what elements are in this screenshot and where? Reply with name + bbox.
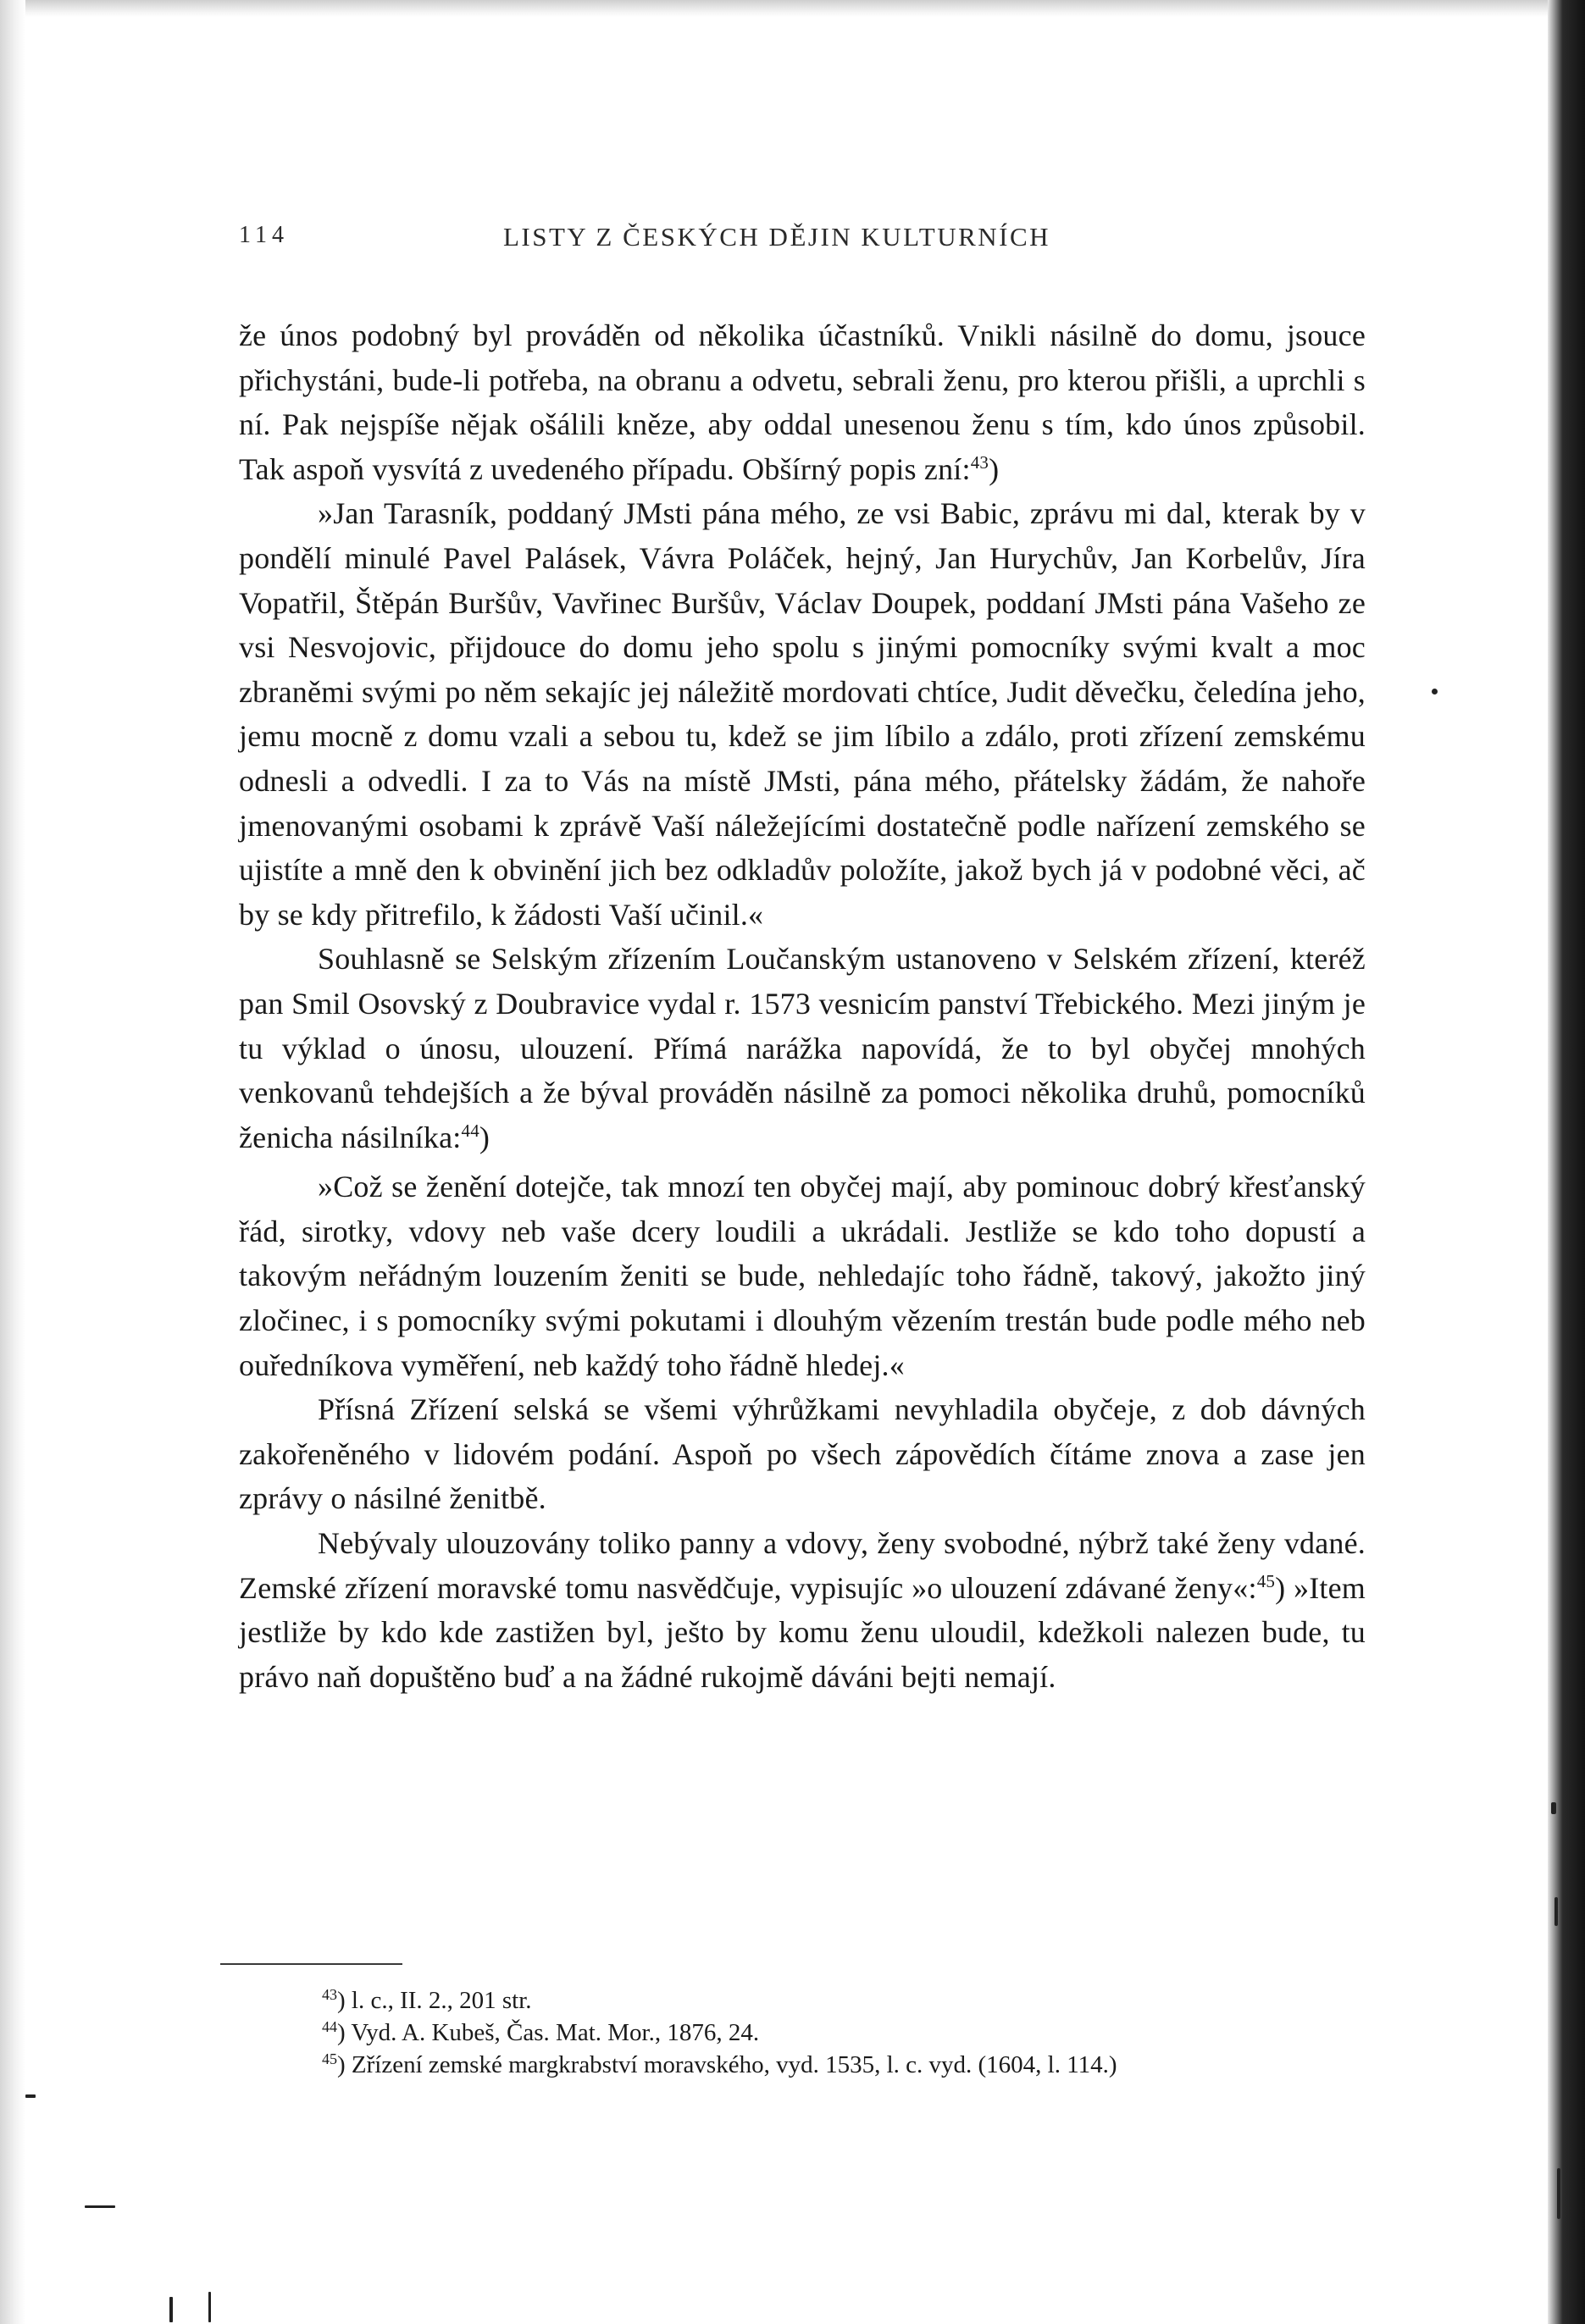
scan-speck	[208, 2292, 211, 2322]
scan-speck	[1432, 689, 1438, 694]
footnote-mark: 44	[322, 2018, 337, 2035]
footnote-text: ) Vyd. A. Kubeš, Čas. Mat. Mor., 1876, 24.	[337, 2019, 760, 2046]
scan-speck	[25, 2094, 36, 2098]
paragraph-text: »Jan Tarasník, poddaný JMsti pána mého, ze vsi Babic, zprávu mi dal, kterak by v pondělí minulé Pavel Palásek, Vávra Poláček, hejný, Jan Hurychův, Jan Korbelův, Jíra Vopatřil, Štěpán Buršův, Vavřinec Buršův, Václav Doupek, poddaní JMsti pána Vašeho ze vsi Nesvojovic, přijdouce do domu jeho spolu s jinými pomocníky svými kvalt a moc zbraněmi svými po něm sekajíc jej náležitě mordovati chtíce, Judit děvečku, čeledína jeho, jemu mocně z domu vzali a sebou tu, kdež se jim líbilo a zdálo, proti zřízení zemskému odnesli a odvedli. I za to Vás na místě JMsti, pána mého, přátelsky žádám, že nahoře jmenovanými osobami k zprávě Vaší náležejícími dostatečně podle nařízení zemského se ujistíte a mně den k obvinění jich bez odkladův položíte, jakož bych já v podobné věci, ač by se kdy přitrefilo, k žádosti Vaší učinil.«	[239, 496, 1366, 932]
paragraph: Souhlasně se Selským zřízením Loučanským ustanoveno v Selském zřízení, kteréž pan Smil Osovský z Doubravice vydal r. 1573 vesnicím panství Třebického. Mezi jiným je tu výklad o únosu, ulouzení. Přímá narážka napovídá, že to byl obyčej mnohých venkovanů tehdejších a že býval prováděn násilně za pomoci několika druhů, pomocníků ženicha násilníka:$^{44}$)	[239, 942, 1366, 1154]
paragraph	[239, 491, 1366, 937]
footnote-ref: 44	[461, 1120, 479, 1141]
footnote-mark: 43	[322, 1986, 337, 2003]
paragraph	[239, 1165, 1366, 1387]
paragraph	[239, 1387, 1366, 1521]
page-number: 114	[239, 222, 289, 248]
scan-speck	[169, 2297, 173, 2322]
footnote	[322, 1984, 1381, 2017]
scan-speck	[1555, 1897, 1558, 1926]
footnote	[322, 2017, 1381, 2049]
footnotes	[322, 1984, 1381, 2081]
paragraph-text: »Což se ženění dotejče, tak mnozí ten obyčej mají, aby pominouc dobrý křesťanský řád, sirotky, vdovy neb vaše dcery loudili a ukrádali. Jestliže se kdo toho dopustí a takovým neřádným louzením ženiti se bude, nehledajíc toho řádně, takový, jakožto jiný zločinec, i s pomocníky svými pokutami i dlouhým vězením trestán bude podle mého neb ouředníkova vyměření, neb každý toho řádně hledej.«	[239, 1170, 1366, 1382]
running-title: LISTY Z ČESKÝCH DĚJIN KULTURNÍCH	[503, 222, 1051, 252]
paragraph-text: »Item jestliže by kdo kde zastižen byl, ješto by komu ženu uloudil, kdežkoli nalezen bude, tu právo naň dopuštěno buď a na žádné rukojmě dáváni bejti nemají.	[239, 1570, 1366, 1694]
footnote	[322, 2049, 1381, 2081]
page-header	[239, 222, 1357, 256]
page-shadow-right	[1548, 0, 1585, 2324]
scan-speck	[1557, 2168, 1560, 2219]
page-edge-left	[0, 0, 25, 2324]
scan-speck	[1551, 1802, 1556, 1814]
paragraph: že únos podobný byl prováděn od několika účastníků. Vnikli násilně do domu, jsouce přichystáni, bude-li potřeba, na obranu a odvetu, sebrali ženu, pro kterou přišli, a uprchli s ní. Pak nejspíše nějak ošálili kněze, aby oddal unesenou ženu s tím, kdo únos způsobil. Tak aspoň vysvítá z uvedeného případu. Obšírný popis zní:$^{43}$)	[239, 318, 1366, 486]
footnote-divider	[220, 1963, 402, 1965]
paragraph-text: Přísná Zřízení selská se všemi výhrůžkami nevyhladila obyčeje, z dob dávných zakořeněného v lidovém podání. Aspoň po všech zápovědích čítáme znova a zase jen zprávy o násilné ženitbě.	[239, 1392, 1366, 1516]
paragraph-text: Souhlasně se Selským zřízením Loučanským ustanoveno v Selském zřízení, kteréž pan Smil Osovský z Doubravice vydal r. 1573 vesnicím panství Třebického. Mezi jiným je tu výklad o únosu, ulouzení. Přímá narážka napovídá, že to byl obyčej mnohých venkovanů tehdejších a že býval prováděn násilně za pomoci několika druhů, pomocníků ženicha násilníka:	[239, 942, 1366, 1154]
paragraph-text: že únos podobný byl prováděn od několika účastníků. Vnikli násilně do domu, jsouce přichystáni, bude-li potřeba, na obranu a odvetu, sebrali ženu, pro kterou přišli, a uprchli s ní. Pak nejspíše nějak ošálili kněze, aby oddal unesenou ženu s tím, kdo únos způsobil. Tak aspoň vysvítá z uvedeného případu. Obšírný popis zní:	[239, 318, 1366, 486]
footnote-text: ) Zřízení zemské margkrabství moravského, vyd. 1535, l. c. vyd. (1604, l. 114.)	[337, 2051, 1117, 2078]
paragraph: Nebývaly ulouzovány toliko panny a vdovy, ženy svobodné, nýbrž také ženy vdané. Zemské zřízení moravské tomu nasvědčuje, vypisujíc »o ulouzení zdávané ženy«:$^{45}$) »Item jestliže by kdo kde zastižen byl, ješto by komu ženu uloudil, kdežkoli nalezen bude, tu právo naň dopuštěno buď a na žádné rukojmě dáváni bejti nemají.	[239, 1526, 1366, 1694]
paragraph-text: Nebývaly ulouzovány toliko panny a vdovy, ženy svobodné, nýbrž také ženy vdané. Zemské zřízení moravské tomu nasvědčuje, vypisujíc »o ulouzení zdávané ženy«:	[239, 1526, 1366, 1605]
body-text	[239, 313, 1366, 1699]
scan-speck	[85, 2205, 115, 2208]
page-shadow-top	[25, 0, 1550, 17]
footnote-text: ) l. c., II. 2., 201 str.	[337, 1987, 532, 2014]
footnote-ref: 43	[970, 451, 989, 473]
footnote-mark: 45	[322, 2050, 337, 2067]
footnote-ref: 45	[1256, 1570, 1276, 1591]
